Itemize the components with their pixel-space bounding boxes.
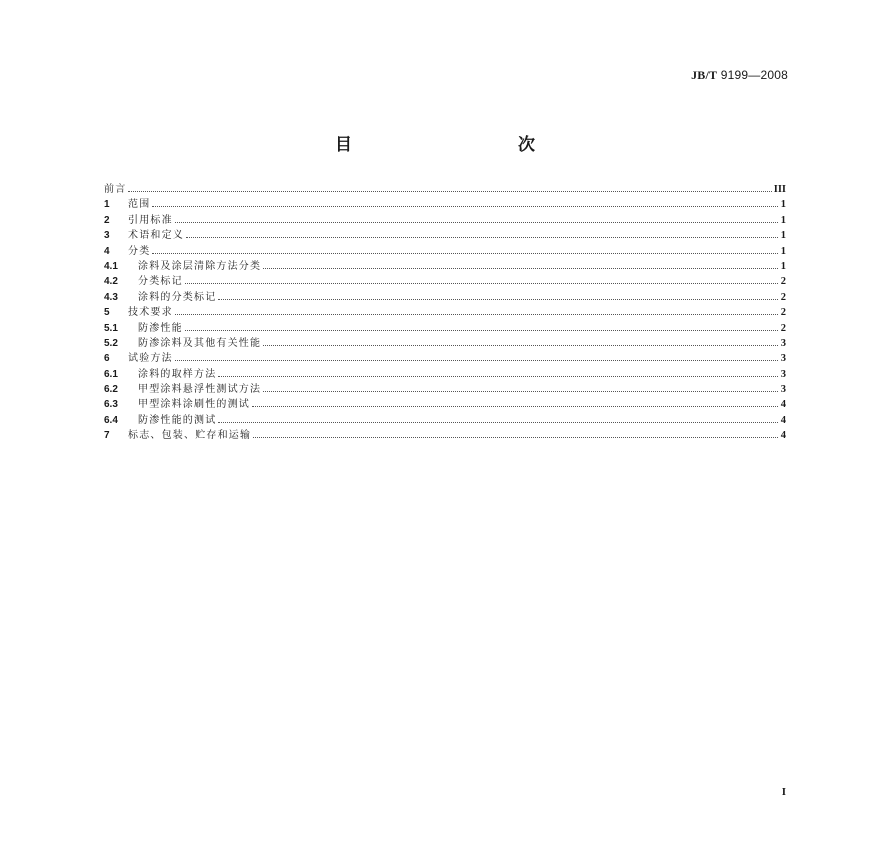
toc-entry-page: 1 — [780, 199, 786, 211]
toc-leader-dots — [186, 236, 778, 238]
toc-entry-page: 2 — [780, 276, 786, 288]
toc-leader-dots — [128, 190, 771, 192]
toc-entry-number: 4.3 — [104, 291, 118, 303]
toc-entry-number: 7 — [104, 430, 110, 442]
toc-entry-title: 防渗涂料及其他有关性能 — [138, 337, 262, 349]
toc-leader-dots — [263, 344, 778, 346]
toc-entry-title: 术语和定义 — [128, 230, 184, 242]
standard-code: 9199—2008 — [720, 68, 788, 82]
toc-leader-dots — [263, 267, 778, 269]
toc-entry-page: 1 — [780, 260, 786, 272]
toc-entry-number: 5.2 — [104, 337, 118, 349]
toc-entry[interactable] — [104, 413, 786, 428]
toc-entry[interactable] — [104, 382, 786, 397]
toc-entry-number: 6.2 — [104, 384, 118, 396]
toc-entry[interactable] — [104, 351, 786, 366]
toc-entry[interactable] — [104, 397, 786, 412]
toc-entry-title: 甲型涂料悬浮性测试方法 — [138, 384, 262, 396]
toc-leader-dots — [175, 359, 778, 361]
toc-entry-page: 4 — [780, 414, 786, 426]
toc-entry[interactable] — [104, 274, 786, 289]
toc-entry-title: 分类 — [128, 245, 151, 257]
toc-entry[interactable] — [104, 428, 786, 443]
toc-leader-dots — [185, 329, 778, 331]
toc-entry-title: 标志、包装、贮存和运输 — [128, 430, 252, 442]
toc-leader-dots — [253, 436, 778, 438]
toc-entry[interactable] — [104, 321, 786, 336]
toc-entry-title: 防渗性能 — [138, 322, 183, 334]
toc-entry-number: 6.3 — [104, 399, 118, 411]
toc-entry-title: 试验方法 — [128, 353, 173, 365]
toc-entry-page: 4 — [780, 399, 786, 411]
toc-entry[interactable] — [104, 197, 786, 212]
toc-entry-number: 6.4 — [104, 414, 118, 426]
toc-leader-dots — [152, 252, 778, 254]
toc-entry-page: 1 — [780, 245, 786, 257]
toc-entry-title: 甲型涂料涂刷性的测试 — [138, 399, 250, 411]
toc-leader-dots — [218, 421, 778, 423]
toc-entry-title: 分类标记 — [138, 276, 183, 288]
toc-entry-title: 技术要求 — [128, 307, 173, 319]
toc-entry-number: 5 — [104, 307, 110, 319]
toc-entry-number: 2 — [104, 214, 110, 226]
toc-entry-number: 4.1 — [104, 260, 118, 272]
toc-leader-dots — [218, 375, 778, 377]
toc-entry-page: 3 — [780, 368, 786, 380]
toc-entry-title: 范围 — [128, 199, 151, 211]
standard-number — [691, 68, 788, 83]
toc-entry[interactable] — [104, 259, 786, 274]
toc-entry-page: 2 — [780, 307, 786, 319]
toc-leader-dots — [252, 405, 778, 407]
toc-entry[interactable] — [104, 244, 786, 259]
toc-leader-dots — [218, 298, 778, 300]
page-title: 目 次 — [335, 135, 579, 155]
toc-entry-title: 防渗性能的测试 — [138, 414, 217, 426]
toc-entry-page: 3 — [780, 384, 786, 396]
toc-entry-title: 前言 — [104, 184, 127, 195]
toc-entry[interactable] — [104, 228, 786, 243]
toc-entry-title: 涂料及涂层清除方法分类 — [138, 260, 262, 272]
table-of-contents — [104, 182, 786, 444]
toc-entry-page: 1 — [780, 230, 786, 242]
toc-entry[interactable] — [104, 290, 786, 305]
toc-entry-number: 4.2 — [104, 276, 118, 288]
toc-entry-number: 5.1 — [104, 322, 118, 334]
toc-entry-number: 6 — [104, 353, 110, 365]
toc-entry[interactable] — [104, 182, 786, 197]
toc-entry-number: 4 — [104, 245, 110, 257]
toc-entry-title: 涂料的取样方法 — [138, 368, 217, 380]
toc-entry-page: 2 — [780, 291, 786, 303]
toc-entry-title: 涂料的分类标记 — [138, 291, 217, 303]
toc-leader-dots — [263, 390, 778, 392]
toc-entry-page: 3 — [780, 337, 786, 349]
toc-entry-page: 1 — [780, 214, 786, 226]
toc-entry[interactable] — [104, 336, 786, 351]
toc-entry[interactable] — [104, 213, 786, 228]
toc-entry-number: 1 — [104, 199, 110, 211]
page-folio: I — [781, 786, 786, 798]
toc-leader-dots — [175, 313, 778, 315]
toc-entry-page: III — [773, 184, 786, 195]
toc-entry-page: 3 — [780, 353, 786, 365]
toc-leader-dots — [152, 205, 778, 207]
toc-entry-page: 2 — [780, 322, 786, 334]
toc-entry-number: 3 — [104, 230, 110, 242]
toc-entry-page: 4 — [780, 430, 786, 442]
standard-prefix: JB/T — [691, 68, 718, 82]
toc-entry-title: 引用标准 — [128, 214, 173, 226]
toc-leader-dots — [185, 282, 778, 284]
toc-leader-dots — [175, 221, 778, 223]
toc-entry[interactable] — [104, 305, 786, 320]
toc-entry-number: 6.1 — [104, 368, 118, 380]
toc-entry[interactable] — [104, 367, 786, 382]
